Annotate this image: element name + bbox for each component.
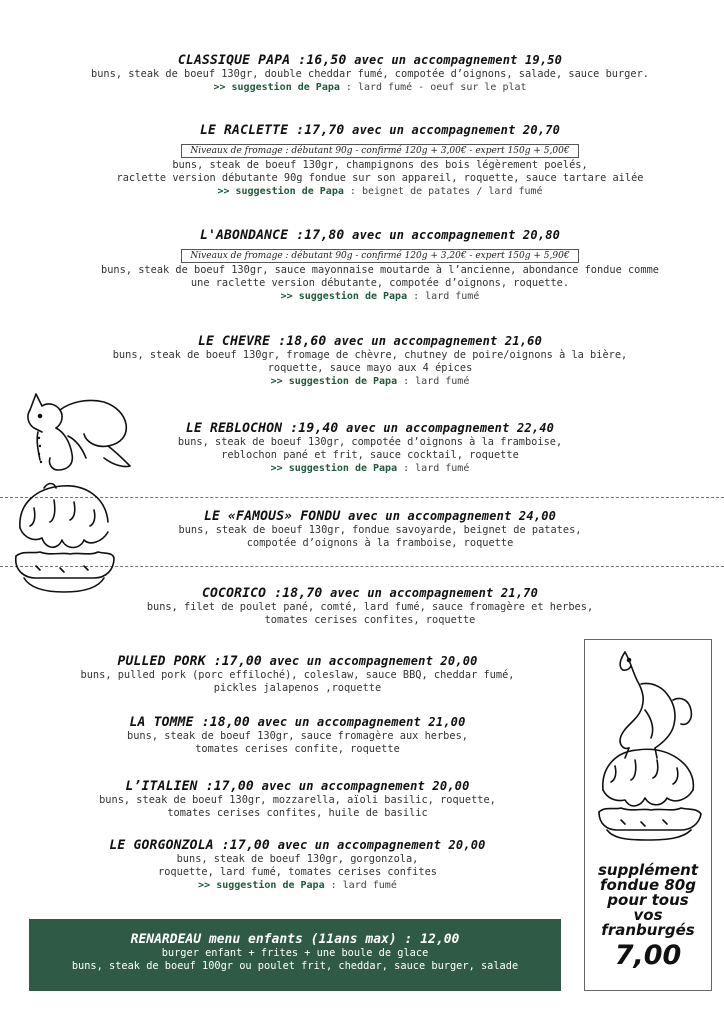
item-with-side: avec un accompagnement 20,70 xyxy=(352,123,561,137)
item-description: une raclette version débutante, compotée d’oignons, roquette. xyxy=(190,277,570,289)
item-name: L’ITALIEN :17,00 xyxy=(125,779,254,794)
supplement-price: 7,00 xyxy=(614,940,682,971)
item-description: buns, steak de boeuf 130gr, compotée d’oignons à la framboise, xyxy=(177,436,563,448)
fox-pouring-cheese-icon xyxy=(8,380,138,475)
item-description: buns, steak de boeuf 130gr, gorgonzola, xyxy=(176,853,419,865)
item-with-side: avec un accompagnement 19,50 xyxy=(354,53,563,67)
cheese-level-box: Niveaux de fromage : débutant 90g - confirmé 120g + 3,00€ - expert 150g + 5,00€ xyxy=(181,144,578,158)
cheese-level-box: Niveaux de fromage : débutant 90g - confirmé 120g + 3,20€ - expert 150g + 5,90€ xyxy=(181,249,578,263)
supplement-box xyxy=(584,639,712,991)
item-description: buns, pulled pork (porc effiloché), coleslaw, sauce BBQ, cheddar fumé, xyxy=(80,669,515,681)
item-suggestion: >> suggestion de Papa : beignet de patates / lard fumé xyxy=(217,186,543,197)
item-title xyxy=(20,837,575,853)
menu-item-le-gorgonzola xyxy=(20,837,575,892)
item-description: compotée d’oignons à la framboise, roquette xyxy=(246,537,514,549)
item-description: buns, filet de poulet pané, comté, lard fumé, sauce fromagère et herbes, xyxy=(146,601,594,613)
item-name: LE CHEVRE :18,60 xyxy=(197,334,327,349)
item-description: buns, steak de boeuf 130gr, sauce fromagère aux herbes, xyxy=(127,730,468,742)
item-description: reblochon pané et frit, sauce cocktail, roquette xyxy=(221,449,519,461)
item-name: PULLED PORK :17,00 xyxy=(117,654,262,669)
item-description: buns, steak de boeuf 130gr, fondue savoyarde, beignet de patates, xyxy=(178,524,582,536)
item-title xyxy=(40,333,700,349)
item-name: LE GORGONZOLA :17,00 xyxy=(109,838,270,853)
item-name: COCORICO :18,70 xyxy=(201,586,323,601)
item-name: L'ABONDANCE :17,80 xyxy=(199,228,345,243)
supplement-text: supplément fondue 80g pour tous vos franburgés xyxy=(597,861,699,939)
menu-item-l-italien xyxy=(20,778,575,820)
item-suggestion: >> suggestion de Papa : lard fumé xyxy=(270,463,470,474)
item-with-side: avec un accompagnement 20,80 xyxy=(352,228,561,242)
item-title xyxy=(40,52,700,68)
cheese-burger-icon xyxy=(10,480,118,600)
item-title xyxy=(40,585,700,601)
kids-menu-title: RENARDEAU menu enfants (11ans max) : 12,00 xyxy=(130,932,460,947)
item-description: pickles jalapenos ,roquette xyxy=(213,682,382,694)
item-with-side: avec un accompagnement 20,00 xyxy=(261,779,470,793)
item-description: roquette, sauce mayo aux 4 épices xyxy=(267,362,473,374)
item-with-side: avec un accompagnement 20,00 xyxy=(269,654,478,668)
item-name: LA TOMME :18,00 xyxy=(129,715,250,730)
item-name: LE RACLETTE :17,70 xyxy=(199,123,345,138)
item-with-side: avec un accompagnement 22,40 xyxy=(346,421,555,435)
menu-item-cocorico xyxy=(40,585,700,627)
item-name: CLASSIQUE PAPA :16,50 xyxy=(177,53,347,68)
menu-item-le-famous-fondu xyxy=(40,508,720,550)
item-with-side: avec un accompagnement 24,00 xyxy=(348,509,557,523)
menu-item-le-reblochon xyxy=(40,420,700,475)
kids-menu-line: burger enfant + frites + une boule de glace xyxy=(161,947,429,959)
item-title xyxy=(20,778,575,794)
item-title xyxy=(20,714,575,730)
menu-item-le-raclette xyxy=(40,122,720,198)
item-name: LE REBLOCHON :19,40 xyxy=(185,421,339,436)
item-description: tomates cerises confites, huile de basilic xyxy=(167,807,428,819)
item-name: LE «FAMOUS» FONDU xyxy=(203,509,341,524)
item-title xyxy=(40,420,700,436)
kids-menu-box xyxy=(29,919,561,991)
item-with-side: avec un accompagnement 21,00 xyxy=(257,715,466,729)
menu-item-le-chevre xyxy=(40,333,700,388)
item-description: buns, steak de boeuf 130gr, sauce mayonnaise moutarde à l’ancienne, abondance fondue comme xyxy=(101,264,659,276)
item-description: buns, steak de boeuf 130gr, mozzarella, aïoli basilic, roquette, xyxy=(99,794,496,806)
item-description: tomates cerises confite, roquette xyxy=(195,743,400,755)
menu-item-classique-papa xyxy=(40,52,700,94)
kids-menu-line: buns, steak de boeuf 100gr ou poulet frit, cheddar, sauce burger, salade xyxy=(71,960,519,972)
menu-item-pulled-pork xyxy=(20,653,575,695)
item-suggestion: >> suggestion de Papa : lard fumé xyxy=(270,376,470,387)
item-suggestion: >> suggestion de Papa : lard fumé xyxy=(280,291,480,302)
menu-item-l-abondance xyxy=(40,227,720,303)
item-title xyxy=(40,122,720,138)
item-title xyxy=(20,653,575,669)
item-description: buns, steak de boeuf 130gr, double cheddar fumé, compotée d’oignons, salade, sauce burger. xyxy=(91,68,649,80)
item-description: buns, steak de boeuf 130gr, champignons des bois légèrement poelés, xyxy=(172,159,588,171)
item-title xyxy=(40,227,720,243)
item-description: roquette, lard fumé, tomates cerises confites xyxy=(158,866,437,878)
item-title xyxy=(40,508,720,524)
item-with-side: avec un accompagnement 21,60 xyxy=(334,334,543,348)
item-with-side: avec un accompagnement 20,00 xyxy=(277,838,486,852)
item-suggestion: >> suggestion de Papa : lard fumé xyxy=(198,880,397,891)
item-description: buns, steak de boeuf 130gr, fromage de chèvre, chutney de poire/oignons à la bière, xyxy=(112,349,628,361)
item-suggestion: >> suggestion de Papa : lard fumé - oeuf sur le plat xyxy=(213,82,527,93)
item-description: tomates cerises confites, roquette xyxy=(264,614,476,626)
dog-on-burger-icon xyxy=(585,640,711,850)
item-with-side: avec un accompagnement 21,70 xyxy=(330,586,539,600)
menu-item-la-tomme xyxy=(20,714,575,756)
item-description: raclette version débutante 90g fondue sur son appareil, roquette, sauce tartare ailée xyxy=(116,172,644,184)
